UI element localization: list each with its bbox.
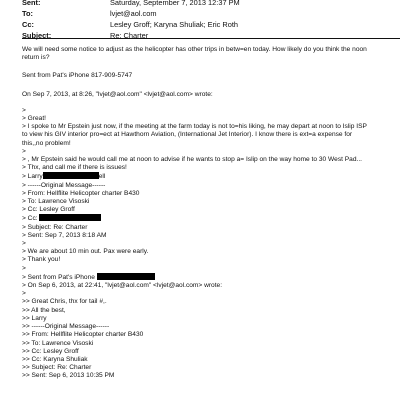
quoted-line: >> Larry — [22, 314, 47, 322]
quoted-line: > Subject: Re: Charter — [22, 223, 88, 231]
quoted-line: >> All the best, — [22, 306, 66, 314]
quoted-line — [22, 214, 392, 223]
redaction-bar — [39, 214, 101, 221]
quoted-line: >> Cc: Karyna Shuliak — [22, 355, 88, 363]
quoted-line: > , Mr Epstein said he would call me at noon to advise if he wants to stop a= Islip on the way home to 30 West Pad... — [22, 156, 363, 164]
quoted-line: > Cc: Lesley Groff — [22, 206, 75, 214]
quoted-line: > We are about 10 min out. Pax were early. — [22, 248, 149, 256]
subject-label: Subject: — [22, 31, 52, 40]
quoted-line: > To: Lawrence Visoski — [22, 198, 90, 206]
cc-value: Lesley Groff; Karyna Shuliak; Eric Roth — [110, 20, 239, 29]
quoted-line: >> From: Hellflite Helicopter charter B430 — [22, 331, 144, 339]
quoted-line: >> Subject: Re: Charter — [22, 364, 92, 372]
body-line: We will need some notice to adjust as the helicopter has other trips in betw=en today. How likely do you think the noon — [22, 46, 367, 53]
sent-row — [22, 0, 400, 8]
quoted-line: >> To: Lawrence Visoski — [22, 339, 94, 347]
quoted-cc-label: > Cc: — [22, 215, 38, 223]
to-row — [22, 8, 400, 19]
quoted-line: > Thank you! — [22, 256, 61, 264]
quoted-line: to view his GIV interior pro=ect at Hawthorn Aviation, (International Jet Interior). I know there is ext=a expense for — [22, 131, 353, 139]
signature-line: Sent from Pat's iPhone 817-909-5747 — [22, 72, 133, 80]
quoted-line: > — [22, 290, 26, 298]
quoted-line: > — [22, 106, 26, 114]
to-value: lvjet@aol.com — [110, 9, 157, 18]
quoted-line — [22, 273, 392, 282]
to-label: To: — [22, 9, 33, 18]
email-body — [22, 46, 392, 381]
spacer — [22, 62, 392, 72]
quoted-line: > — [22, 264, 26, 272]
quoted-name-suffix: ell — [98, 173, 106, 181]
quoted-line: >> ------Original Message------ — [22, 323, 110, 331]
subject-value: Re: Charter — [110, 31, 149, 40]
spacer — [22, 99, 392, 107]
quoted-line: > On Sep 6, 2013, at 22:41, "lvjet@aol.com" <lvjet@aol.com> wrote: — [22, 282, 223, 290]
quoted-signature: > Sent from Pat's iPhone — [22, 273, 95, 281]
quoted-name: > Larry — [22, 173, 43, 181]
subject-row — [22, 30, 400, 41]
quoted-line: > — [22, 240, 26, 248]
quoted-line — [22, 172, 392, 181]
quoted-line: >> Sent: Sep 6, 2013 10:35 PM — [22, 372, 115, 380]
email-header — [22, 0, 400, 41]
quoted-line: >> Great Chris, thx for tail #,. — [22, 298, 107, 306]
quoted-line: > Thx, and call me if there is issues! — [22, 164, 127, 172]
quoted-line: > — [22, 147, 26, 155]
quoted-line: this,,no problem! — [22, 139, 71, 147]
redaction-bar — [43, 172, 99, 179]
body-line: return is? — [22, 54, 50, 62]
sent-value: Saturday, September 7, 2013 12:37 PM — [110, 0, 240, 7]
quoted-line: > Sent: Sep 7, 2013 8:18 AM — [22, 231, 107, 239]
sent-label: Sent: — [22, 0, 41, 7]
quoted-line: > ------Original Message------ — [22, 181, 106, 189]
quoted-line: > Great! — [22, 115, 47, 123]
redaction-bar — [97, 273, 155, 280]
quote-header: On Sep 7, 2013, at 8:26, "lvjet@aol.com" <lvjet@aol.com> wrote: — [22, 90, 213, 98]
quoted-line: > I spoke to Mr Epstein just now, if the meeting at the farm today is not to=his liking, he may depart at noon to Islip ISP — [22, 123, 367, 131]
quoted-line: >> Cc: Lesley Groff — [22, 347, 79, 355]
spacer — [22, 81, 392, 91]
cc-row — [22, 19, 400, 30]
header-divider — [22, 38, 400, 39]
quoted-line: > From: Hellflite Helicopter charter B430 — [22, 189, 140, 197]
cc-label: Cc: — [22, 20, 34, 29]
